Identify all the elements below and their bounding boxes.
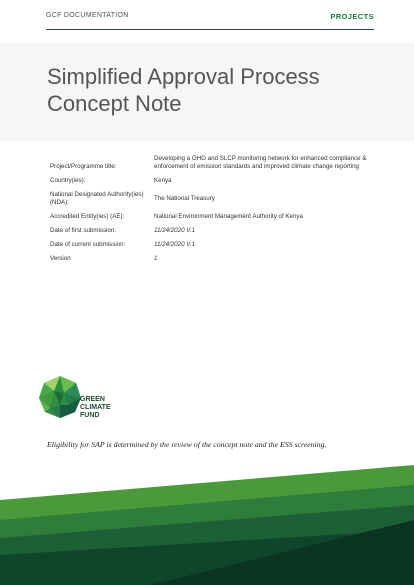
info-value: 11/24/2020 V.1 <box>154 241 196 248</box>
info-label: Date of first submission: <box>50 227 117 234</box>
info-value: The National Treasury <box>154 195 215 202</box>
page-subtitle: Concept Note <box>47 91 182 116</box>
info-label: Date of current submission: <box>50 241 126 248</box>
header-divider <box>46 29 374 30</box>
gcf-documentation-label: GCF DOCUMENTATION <box>46 12 129 19</box>
logo-line: GREEN <box>80 396 105 403</box>
info-value: Kenya <box>154 177 172 184</box>
info-row-ae <box>50 213 370 221</box>
gcf-logo-text <box>80 396 111 420</box>
info-label: Country(ies): <box>50 177 86 184</box>
info-row-country <box>50 177 370 185</box>
info-row-title <box>50 155 370 171</box>
info-row-version <box>50 255 370 263</box>
info-row-first-submission <box>50 227 370 235</box>
document-header <box>46 12 374 28</box>
info-label: Project/Programme title: <box>50 163 117 170</box>
info-value: 11/24/2020 V.1 <box>154 227 196 234</box>
info-row-current-submission <box>50 241 370 249</box>
footer-decoration <box>0 460 414 585</box>
info-label: National Designated Authority(ies) (NDA): <box>50 191 144 206</box>
info-row-nda <box>50 191 370 207</box>
eligibility-note: Eligibility for SAP is determined by the review of the concept note and the ESS screening. <box>47 440 327 449</box>
info-value: Developing a GHG and SLCP monitoring network for enhanced compliance & enforcement of emission standards and improved climate change reporting <box>154 155 367 170</box>
project-info-table <box>50 155 370 269</box>
info-label: Accredited Entity(ies) (AE): <box>50 213 125 220</box>
logo-line: FUND <box>80 412 100 419</box>
page-title: Simplified Approval Process <box>47 64 320 89</box>
info-value: 1 <box>154 255 158 262</box>
info-value: National Environment Management Authority of Kenya <box>154 213 303 220</box>
info-label: Version <box>50 255 71 262</box>
projects-label: PROJECTS <box>330 12 374 21</box>
logo-line: CLIMATE <box>80 404 111 411</box>
gcf-globe-icon <box>38 375 82 419</box>
